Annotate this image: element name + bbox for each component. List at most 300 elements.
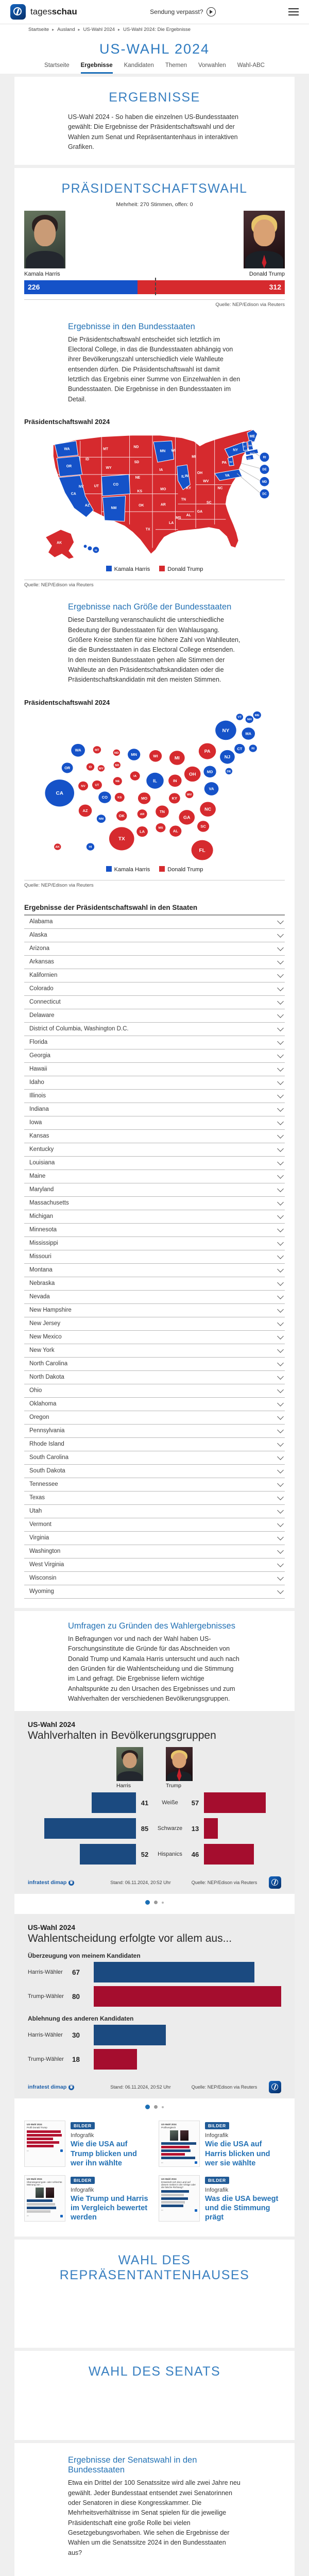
- bubble-label-NV: NV: [81, 785, 85, 788]
- state-accordion-row[interactable]: Vermont: [24, 1518, 285, 1532]
- bubble-label-HI: HI: [89, 845, 92, 849]
- bilder-badge: BILDER: [71, 2177, 95, 2184]
- state-accordion-row[interactable]: New York: [24, 1344, 285, 1358]
- poll-card-decision: [14, 1914, 295, 2098]
- state-label-CO: CO: [113, 483, 119, 487]
- chevron-down-icon: [277, 918, 284, 924]
- state-accordion-row[interactable]: North Carolina: [24, 1358, 285, 1371]
- mini-infographic-thumbnail: US-Wahl 2024 Profilvergleich ▪▪▪: [159, 2121, 200, 2167]
- bubble-label-ME: ME: [254, 714, 260, 717]
- brand-wordmark[interactable]: tagesschau: [30, 7, 77, 16]
- bubble-label-NE: NE: [115, 780, 120, 783]
- chevron-down-icon: [277, 1132, 284, 1139]
- chevron-down-icon: [277, 1480, 284, 1487]
- breadcrumb-item-1[interactable]: Startseite: [28, 27, 49, 32]
- breadcrumb-item-3[interactable]: US-Wahl 2024: [83, 27, 115, 32]
- state-label-NY: NY: [233, 448, 238, 452]
- chevron-down-icon: [277, 1038, 284, 1045]
- state-label-ND: ND: [133, 445, 139, 449]
- legend-harris: Kamala Harris: [106, 866, 150, 873]
- state-accordion-row[interactable]: North Dakota: [24, 1371, 285, 1384]
- poll1-kicker: US-Wahl 2024: [28, 1720, 76, 1729]
- tab-startseite[interactable]: Startseite: [44, 62, 70, 69]
- state-label-MN: MN: [160, 449, 166, 453]
- state-label-OH: OH: [197, 471, 203, 476]
- state-accordion-row[interactable]: South Dakota: [24, 1465, 285, 1478]
- tab-ergebnisse[interactable]: Ergebnisse: [81, 62, 113, 74]
- state-label-NH: NH: [248, 444, 252, 447]
- tab-vorwahlen[interactable]: Vorwahlen: [198, 62, 226, 69]
- state-accordion-row[interactable]: South Carolina: [24, 1451, 285, 1465]
- state-accordion-row[interactable]: Pennsylvania: [24, 1425, 285, 1438]
- candidate-row: [24, 211, 285, 268]
- infratest-dimap-logo: infratest dimap: [28, 2084, 74, 2090]
- source-note: Quelle: NEP/Edison via Reuters: [24, 880, 285, 889]
- trump-small-photo: [166, 1747, 193, 1781]
- chevron-down-icon: [277, 1440, 284, 1447]
- state-label-NE: NE: [135, 476, 141, 480]
- bubble-label-CT: CT: [237, 746, 243, 751]
- state-label-TX: TX: [145, 528, 150, 532]
- state-label-NV: NV: [78, 485, 84, 489]
- bubble-label-NY: NY: [222, 727, 230, 734]
- state-accordion-row[interactable]: Iowa: [24, 1116, 285, 1130]
- section-title-ergebnisse: ERGEBNISSE: [109, 90, 200, 105]
- ard-mini-logo: [60, 2149, 63, 2152]
- poll1-row: 41 Weiße 57: [28, 1791, 281, 1815]
- state-label-AR: AR: [160, 503, 166, 507]
- poll1-photos: [28, 1747, 281, 1789]
- breadcrumb: [0, 24, 309, 35]
- harris-votes-bar: 226: [24, 280, 138, 294]
- state-accordion-row[interactable]: Indiana: [24, 1103, 285, 1116]
- bubble-label-AZ: AZ: [82, 808, 88, 813]
- state-label-MO: MO: [160, 487, 166, 492]
- teaser-kicker: Infografik: [205, 2132, 229, 2139]
- poll1-stand: Stand: 06.11.2024, 20:52 Uhr: [110, 1880, 171, 1886]
- poll2-row: Trump-Wähler 18: [28, 2048, 281, 2071]
- bubble-label-IL: IL: [153, 778, 157, 783]
- source-note: Quelle: NEP/Edison via Reuters: [24, 299, 285, 309]
- bubble-label-IA: IA: [133, 774, 137, 778]
- teaser-card[interactable]: [24, 2121, 150, 2167]
- chevron-down-icon: [277, 1467, 284, 1473]
- bubble-label-UT: UT: [95, 784, 99, 787]
- trump-small-label: Trump: [166, 1783, 181, 1789]
- carousel-dot[interactable]: [162, 1902, 164, 1904]
- hero: [0, 35, 309, 74]
- chevron-down-icon: [277, 1319, 284, 1326]
- mini-infographic-thumbnail: US-Wahl 2024 Überwiegend gute- oder schlechte Meinung von ... ▪▪▪: [24, 2175, 65, 2222]
- unloaded-widget-placeholder: [24, 2558, 285, 2576]
- tab-themen[interactable]: Themen: [165, 62, 187, 69]
- states-results-text: Die Präsidentschaftswahl entscheidet sich letztlich im Electoral College, in das die Bundesstaaten abhängig von ihrer Bevölkerungszahl unterschiedlich viele Wahlleute entsenden dürfen. Die Präsidentschaftswahl ist damit letztlich das Ergebnis einer Summe von Einzelwahlen in den Bundesstaaten. Die Ergebnisse in den Bundesstaaten im Detail.: [68, 335, 241, 403]
- hamburger-menu-icon[interactable]: [288, 8, 299, 15]
- poll2-kicker: US-Wahl 2024: [28, 1923, 76, 1932]
- state-accordion-row[interactable]: Maryland: [24, 1183, 285, 1197]
- state-label-LA: LA: [169, 521, 174, 525]
- bilder-badge: BILDER: [71, 2122, 95, 2129]
- poll1-row: 85 Schwarze 13: [28, 1817, 281, 1840]
- state-accordion-row[interactable]: Georgia: [24, 1049, 285, 1063]
- state-accordion-row[interactable]: Wyoming: [24, 1585, 285, 1599]
- poll2-row: Harris-Wähler 30: [28, 2024, 281, 2046]
- trump-votes-bar: 312: [138, 280, 285, 294]
- teaser-title[interactable]: Wie Trump und Harris im Vergleich bewertet werden: [71, 2194, 148, 2222]
- bubble-label-TX: TX: [118, 836, 125, 842]
- state-accordion-row[interactable]: Massachusetts: [24, 1197, 285, 1210]
- bubble-label-VT: VT: [237, 716, 242, 719]
- bubble-label-OK: OK: [118, 814, 125, 818]
- chevron-down-icon: [277, 1145, 284, 1152]
- chevron-down-icon: [277, 1561, 284, 1567]
- breadcrumb-separator: ▸: [78, 27, 80, 32]
- state-accordion-row[interactable]: Rhode Island: [24, 1438, 285, 1451]
- candidate-names: [24, 271, 285, 277]
- infratest-ring-icon: [68, 1880, 74, 1886]
- carousel-dot-active[interactable]: [145, 1900, 150, 1905]
- poll2-footer: [28, 2078, 281, 2093]
- chevron-down-icon: [277, 1306, 284, 1313]
- breadcrumb-item-2[interactable]: Ausland: [57, 27, 75, 32]
- bubble-label-FL: FL: [199, 848, 205, 854]
- bubble-label-MA: MA: [245, 731, 252, 736]
- chevron-down-icon: [277, 1386, 284, 1393]
- ard-logo-icon: [269, 2081, 281, 2093]
- state-accordion-list: [24, 914, 285, 1599]
- state-accordion-row[interactable]: Montana: [24, 1264, 285, 1277]
- chevron-down-icon: [277, 1574, 284, 1581]
- state-accordion-row[interactable]: West Virginia: [24, 1558, 285, 1572]
- carousel-dot[interactable]: [154, 2105, 158, 2109]
- state-label-WA: WA: [64, 447, 70, 451]
- state-accordion-row[interactable]: Washington: [24, 1545, 285, 1558]
- chevron-down-icon: [277, 1266, 284, 1273]
- harris-legend-swatch: [106, 866, 112, 872]
- teaser-kicker: Infografik: [71, 2187, 94, 2193]
- state-accordion-row[interactable]: Arizona: [24, 942, 285, 956]
- top-header: [0, 0, 309, 24]
- mini-infographic-thumbnail: US-Wahl 2024 Entwickelt sich das Land auf diesem Gebiet in die richtige oder die falsche Richtung? ▪▪▪: [159, 2175, 200, 2222]
- map-legend: [24, 563, 285, 574]
- ard-mini-logo: [195, 2209, 197, 2212]
- state-accordion-row[interactable]: Arkansas: [24, 956, 285, 969]
- tagesschau-logo-icon[interactable]: [10, 4, 26, 20]
- state-label-VT: VT: [243, 445, 246, 448]
- missed-broadcast-link[interactable]: [150, 7, 215, 16]
- bubble-label-WA: WA: [75, 748, 81, 753]
- harris-small-label: Harris: [116, 1783, 131, 1789]
- ard-mini-logo: [195, 2161, 197, 2164]
- state-accordion-row[interactable]: Alaska: [24, 929, 285, 942]
- majority-marker: [155, 278, 156, 295]
- state-accordion-row[interactable]: Oregon: [24, 1411, 285, 1425]
- state-label-WY: WY: [106, 466, 112, 470]
- chevron-down-icon: [277, 1346, 284, 1353]
- chevron-down-icon: [277, 1333, 284, 1340]
- state-accordion-row[interactable]: Connecticut: [24, 996, 285, 1009]
- state-label-AK: AK: [57, 541, 62, 545]
- bubble-label-KY: KY: [171, 795, 178, 801]
- majority-line: Mehrheit: 270 Stimmen, offen: 0: [116, 201, 193, 208]
- chevron-down-icon: [277, 958, 284, 964]
- chevron-down-icon: [277, 1172, 284, 1179]
- trump-photo: [244, 211, 285, 268]
- chevron-down-icon: [277, 1547, 284, 1554]
- state-accordion-row[interactable]: Florida: [24, 1036, 285, 1049]
- teaser-title[interactable]: Was die USA bewegt und die Stimmung prägt: [205, 2194, 279, 2222]
- teaser-card[interactable]: [24, 2175, 150, 2222]
- bubble-label-OR: OR: [64, 765, 71, 770]
- state-label-TN: TN: [181, 498, 186, 502]
- chevron-down-icon: [277, 1052, 284, 1058]
- bubble-label-NH: NH: [247, 718, 252, 721]
- source-note: Quelle: NEP/Edison via Reuters: [24, 580, 285, 589]
- chevron-down-icon: [277, 1011, 284, 1018]
- bubble-map-legend: [24, 863, 285, 875]
- bubble-label-ND: ND: [114, 751, 119, 755]
- state-label-UT: UT: [94, 484, 99, 488]
- bubble-label-AR: AR: [140, 812, 145, 816]
- state-accordion-row[interactable]: Nevada: [24, 1291, 285, 1304]
- bubble-label-AL: AL: [173, 828, 178, 834]
- poll2-rows: Überzeugung von meinem Kandidaten Harris-Wähler 67 Trump-Wähler 80 Ablehnung des anderen Kandidaten Harris-Wähler 30 Trump-Wähler 18: [28, 1952, 281, 2071]
- chevron-down-icon: [277, 1360, 284, 1366]
- poll2-source: Quelle: NEP/Edison via Reuters: [191, 2084, 258, 2090]
- chevron-down-icon: [277, 1105, 284, 1112]
- state-label-WV: WV: [203, 479, 209, 483]
- play-icon: [207, 7, 216, 16]
- ard-mini-logo: [60, 2215, 63, 2217]
- harris-name: Kamala Harris: [24, 270, 60, 277]
- chevron-down-icon: [277, 1025, 284, 1031]
- unloaded-widget-placeholder: [24, 2287, 285, 2348]
- page-title: US-WAHL 2024: [99, 41, 210, 57]
- breadcrumb-separator: ▸: [117, 27, 120, 32]
- chevron-down-icon: [277, 1212, 284, 1219]
- state-accordion-row[interactable]: Kalifornien: [24, 969, 285, 982]
- chevron-down-icon: [277, 1065, 284, 1072]
- harris-photo: [24, 211, 65, 268]
- card-repraesentantenhaus: [14, 2240, 295, 2348]
- teaser-title[interactable]: Wie die USA auf Trump blicken und wer ihn wählte: [71, 2140, 137, 2167]
- section-title-repraesentantenhaus: WAHL DES REPRÄSENTANTENHAUSES: [59, 2253, 250, 2283]
- state-accordion-row[interactable]: Missouri: [24, 1250, 285, 1264]
- bubble-map-title: Präsidentschaftswahl 2024: [24, 698, 110, 706]
- bilder-badge: BILDER: [205, 2177, 229, 2184]
- chevron-down-icon: [277, 971, 284, 978]
- chevron-down-icon: [277, 1413, 284, 1420]
- umfragen-text: In Befragungen vor und nach der Wahl haben US-Forschungsinstitute die Gründe für das Abschneiden von Donald Trump und Kamala Harris untersucht und auch nach den Gründen für die Wahlentscheidung und die Stimmung im Land gefragt. Die Ergebnisse liefern wichtige Anhaltspunkte zu den Ursachen des Ergebnisses und zum Wahlverhalten der verschiedenen Bevölkerungsgruppen.: [68, 1635, 239, 1702]
- state-label-MD: MD: [262, 481, 267, 484]
- poll1-rows: [28, 1791, 281, 1866]
- state-accordion-row[interactable]: Oklahoma: [24, 1398, 285, 1411]
- chevron-down-icon: [277, 1279, 284, 1286]
- state-label-SC: SC: [206, 501, 212, 505]
- chevron-down-icon: [277, 1078, 284, 1085]
- bilder-badge: BILDER: [205, 2122, 229, 2129]
- bubble-label-OH: OH: [188, 771, 196, 777]
- trump-legend-swatch: [159, 866, 165, 872]
- state-label-MA: MA: [250, 452, 254, 455]
- state-accordion-row[interactable]: Ohio: [24, 1384, 285, 1398]
- electoral-college-bar: [24, 280, 285, 294]
- state-accordion-row[interactable]: Illinois: [24, 1090, 285, 1103]
- state-accordion-row[interactable]: Nebraska: [24, 1277, 285, 1291]
- umfragen-heading[interactable]: Umfragen zu Gründen des Wahlergebnisses: [68, 1621, 235, 1631]
- state-label-MI: MI: [192, 455, 196, 459]
- size-results-heading[interactable]: Ergebnisse nach Größe der Bundesstaaten: [68, 602, 232, 612]
- senatswahl-text: Etwa ein Drittel der 100 Senatssitze wird alle zwei Jahre neu gewählt. Jeder Bundesstaat entsendet zwei Senatorinnen oder Senatoren in diese Kongresskammer. Die Mehrheitsverhältnisse im Senat spielen für die jeweilige Präsidentschaft eine große Rolle bei vielen Gesetzgebungsvorhaben. Wie sehen die Ergebnisse der Wahlen um die Senatssitze 2024 in den Bundesstaaten aus?: [68, 2479, 241, 2556]
- section-title-praesidentschaftswahl: PRÄSIDENTSCHAFTSWAHL: [61, 181, 248, 196]
- poll2-title: Wahlentscheidung erfolgte vor allem aus...: [28, 1933, 232, 1945]
- poll-card-demographics: [14, 1711, 295, 1894]
- state-accordion-row[interactable]: Texas: [24, 1492, 285, 1505]
- bubble-label-DE: DE: [227, 770, 231, 773]
- chevron-down-icon: [277, 1159, 284, 1165]
- infratest-dimap-logo: infratest dimap: [28, 1879, 74, 1886]
- chevron-down-icon: [277, 1427, 284, 1433]
- chevron-down-icon: [277, 1587, 284, 1594]
- bubble-label-WY: WY: [98, 767, 104, 770]
- senatswahl-heading[interactable]: Ergebnisse der Senatswahl in den Bundesstaaten: [68, 2455, 197, 2475]
- state-accordion-row[interactable]: New Mexico: [24, 1331, 285, 1344]
- tab-kandidaten[interactable]: Kandidaten: [124, 62, 154, 69]
- carousel-dots: [24, 1894, 285, 1907]
- state-accordion-row[interactable]: New Hampshire: [24, 1304, 285, 1317]
- bubble-label-NM: NM: [98, 818, 104, 821]
- state-accordion-row[interactable]: Kentucky: [24, 1143, 285, 1157]
- state-label-OK: OK: [139, 504, 144, 508]
- card-senatswahl: [14, 2443, 295, 2576]
- section-title-senat: WAHL DES SENATS: [88, 2364, 221, 2379]
- bubble-label-WI: WI: [153, 753, 158, 758]
- size-results-text: Diese Darstellung veranschaulicht die unterschiedliche Bedeutung der Bundesstaaten für den Wahlausgang. Größere Kreise stehen für eine höhere Zahl von Wahlleuten, die die Bundesstaaten in das Electoral College entsenden. In den meisten Bundesstaaten gehen alle Stimmen der Wahlleute an den Präsidentschaftskandidaten oder die Präsidentschaftskandidatin mit den meisten Stimmen.: [68, 616, 241, 684]
- harris-legend-swatch: [106, 566, 112, 571]
- carousel-dot[interactable]: [154, 1901, 158, 1904]
- bubble-label-PA: PA: [204, 749, 211, 754]
- bubble-label-MI: MI: [174, 755, 180, 760]
- state-accordion-row[interactable]: Hawaii: [24, 1063, 285, 1076]
- state-label-ME: ME: [249, 434, 255, 438]
- bubble-label-IN: IN: [173, 778, 177, 783]
- states-results-heading[interactable]: Ergebnisse in den Bundesstaaten: [68, 321, 195, 331]
- state-label-CA: CA: [71, 492, 76, 496]
- bubble-label-ID: ID: [89, 766, 92, 769]
- carousel-dot-active[interactable]: [145, 2105, 150, 2109]
- trump-legend-swatch: [159, 566, 165, 571]
- state-accordion-row[interactable]: Maine: [24, 1170, 285, 1183]
- teaser-grid: [24, 2111, 285, 2233]
- bubble-label-SC: SC: [200, 824, 206, 829]
- state-accordion-row[interactable]: Delaware: [24, 1009, 285, 1023]
- state-accordion-row[interactable]: Wisconsin: [24, 1572, 285, 1585]
- us-states-choropleth-map[interactable]: [24, 428, 285, 563]
- state-accordion-row[interactable]: Tennessee: [24, 1478, 285, 1492]
- state-label-IA: IA: [159, 468, 163, 472]
- chevron-down-icon: [277, 1185, 284, 1192]
- bubble-label-TN: TN: [159, 809, 165, 814]
- us-states-bubble-map[interactable]: [24, 708, 285, 863]
- ard-logo-icon: [269, 1876, 281, 1889]
- state-accordion-row[interactable]: Colorado: [24, 982, 285, 996]
- chevron-down-icon: [277, 944, 284, 951]
- mini-infographic-thumbnail: US-Wahl 2024 Profil Donald Trump ▪▪▪: [24, 2121, 65, 2167]
- state-label-KS: KS: [137, 489, 143, 494]
- state-label-AL: AL: [186, 514, 191, 518]
- tab-bar: [0, 62, 309, 74]
- chevron-down-icon: [277, 985, 284, 991]
- chevron-down-icon: [277, 1373, 284, 1380]
- state-label-NJ: NJ: [229, 461, 233, 464]
- chevron-down-icon: [277, 1118, 284, 1125]
- ergebnisse-intro-text: US-Wahl 2024 - So haben die einzelnen US-Bundesstaaten gewählt: Die Ergebnisse der Präsidentschaftswahl und der Wahlen zum Senat und Repräsentantenhaus in interaktiven Grafiken.: [68, 113, 238, 151]
- state-label-NC: NC: [217, 486, 223, 490]
- card-umfragen: [14, 1611, 295, 2236]
- harris-small-photo: [116, 1747, 143, 1781]
- tab-wahlabc[interactable]: Wahl-ABC: [237, 62, 265, 69]
- state-label-GA: GA: [197, 510, 203, 514]
- state-accordion-row[interactable]: Mississippi: [24, 1237, 285, 1250]
- state-label-SD: SD: [134, 461, 140, 465]
- bubble-label-SD: SD: [115, 764, 119, 767]
- state-accordion-row[interactable]: New Jersey: [24, 1317, 285, 1331]
- chevron-down-icon: [277, 1400, 284, 1406]
- trump-name: Donald Trump: [249, 270, 285, 277]
- bubble-label-LA: LA: [140, 829, 145, 834]
- bubble-label-CA: CA: [56, 790, 63, 796]
- state-label-RI: RI: [263, 456, 266, 460]
- state-accordion-row[interactable]: Michigan: [24, 1210, 285, 1224]
- teaser-card[interactable]: [159, 2175, 285, 2222]
- unloaded-widget-placeholder: [24, 2383, 285, 2440]
- bubble-label-MS: MS: [158, 826, 163, 830]
- legend-trump: Donald Trump: [159, 566, 203, 572]
- poll2-row: Harris-Wähler 67: [28, 1961, 281, 1984]
- poll1-title: Wahlverhalten in Bevölkerungsgruppen: [28, 1730, 216, 1742]
- state-label-IN: IN: [184, 474, 188, 479]
- state-accordion-row[interactable]: Alabama: [24, 916, 285, 929]
- breadcrumb-item-4[interactable]: US-Wahl 2024: Die Ergebnisse: [123, 27, 191, 32]
- bubble-label-NC: NC: [204, 806, 212, 812]
- poll1-row: 52 Hispanics 46: [28, 1842, 281, 1866]
- state-label-IL: IL: [181, 475, 185, 479]
- bubble-label-NJ: NJ: [224, 754, 231, 759]
- teaser-card[interactable]: [159, 2121, 285, 2167]
- carousel-dot[interactable]: [162, 2106, 164, 2108]
- state-label-NM: NM: [111, 506, 117, 511]
- state-accordion-row[interactable]: Virginia: [24, 1532, 285, 1545]
- bubble-label-MT: MT: [95, 749, 99, 752]
- state-accordion-row[interactable]: Idaho: [24, 1076, 285, 1090]
- legend-trump: Donald Trump: [159, 866, 203, 873]
- state-label-FL: FL: [224, 536, 229, 540]
- bubble-label-VA: VA: [209, 786, 214, 791]
- state-accordion-row[interactable]: Louisiana: [24, 1157, 285, 1170]
- teaser-title[interactable]: Wie die USA auf Harris blicken und wer sie wählte: [205, 2140, 270, 2167]
- state-accordion-row[interactable]: Minnesota: [24, 1224, 285, 1237]
- chevron-down-icon: [277, 1520, 284, 1527]
- state-accordion-row[interactable]: District of Columbia, Washington D.C.: [24, 1023, 285, 1036]
- state-accordion-row[interactable]: Utah: [24, 1505, 285, 1518]
- state-label-AZ: AZ: [84, 504, 90, 508]
- state-label-DC: DC: [262, 493, 267, 496]
- bubble-label-CO: CO: [101, 795, 108, 800]
- chevron-down-icon: [277, 998, 284, 1005]
- state-accordion-row[interactable]: Kansas: [24, 1130, 285, 1143]
- bubble-label-WV: WV: [186, 793, 192, 796]
- chevron-down-icon: [277, 931, 284, 938]
